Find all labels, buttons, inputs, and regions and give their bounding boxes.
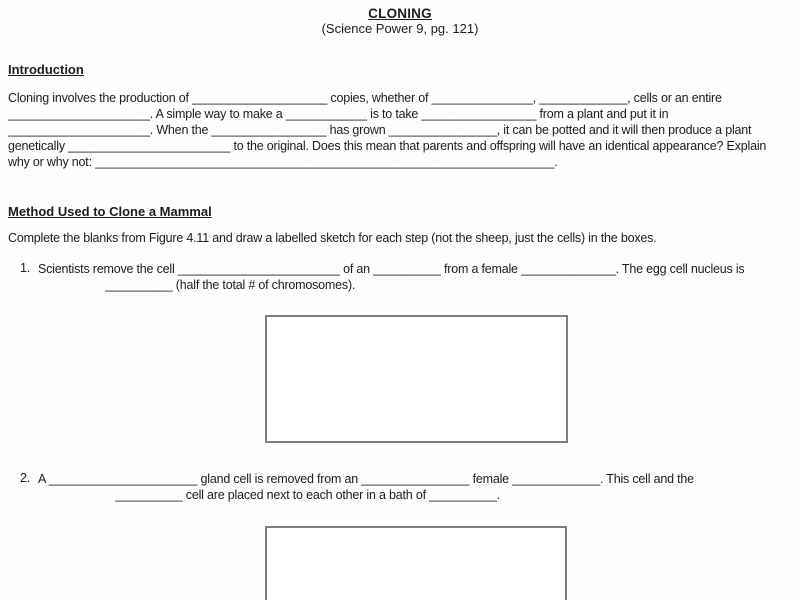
- item-number: 2.: [20, 471, 31, 485]
- page-subtitle: (Science Power 9, pg. 121): [321, 21, 479, 36]
- method-heading: Method Used to Clone a Mammal: [8, 204, 212, 219]
- intro-paragraph: [8, 90, 794, 170]
- sketch-box-1: [265, 315, 568, 443]
- page-title: CLONING: [368, 6, 432, 21]
- item-line: Scientists remove the cell ________________________ of an __________ from a female ______________. The egg cell nucleus is: [38, 262, 745, 276]
- intro-paragraph-line: Cloning involves the production of ____________________ copies, whether of _______________, _____________, cells or an entire: [8, 91, 722, 105]
- item-line: __________ cell are placed next to each other in a bath of __________.: [115, 488, 500, 502]
- intro-paragraph-line: why or why not: ____________________________________________________________________.: [8, 155, 558, 169]
- method-instruction: Complete the blanks from Figure 4.11 and draw a labelled sketch for each step (not the sheep, just the cells) in the boxes.: [8, 231, 657, 245]
- item-number: 1.: [20, 261, 31, 275]
- item-line: __________ (half the total # of chromosomes).: [105, 278, 356, 292]
- sketch-box-2: [265, 526, 567, 600]
- intro-heading: Introduction: [8, 62, 84, 77]
- intro-paragraph-line: genetically ________________________ to the original. Does this mean that parents and offspring will have an identical appearance? Explain: [8, 139, 767, 153]
- intro-paragraph-line: _____________________. When the _________________ has grown ________________, it can be potted and it will then produce a plant: [8, 123, 752, 137]
- intro-paragraph-line: _____________________. A simple way to make a ____________ is to take _________________ from a plant and put it in: [8, 107, 669, 121]
- item-line: A ______________________ gland cell is removed from an ________________ female _____________. This cell and the: [38, 472, 694, 486]
